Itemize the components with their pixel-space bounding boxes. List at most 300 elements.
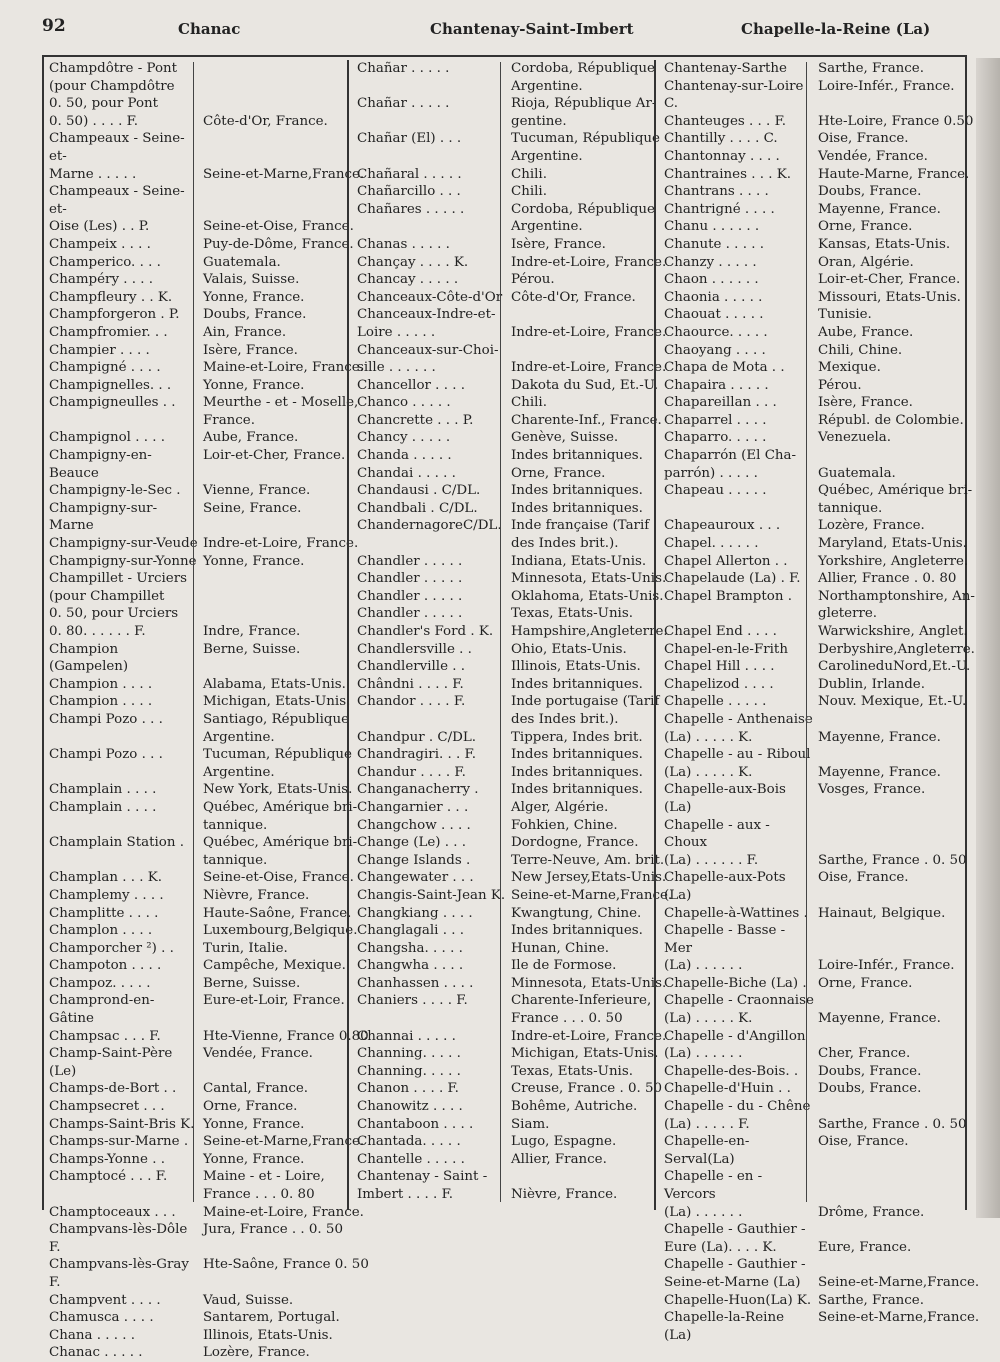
place-name: Champsecret . . . <box>49 1099 165 1115</box>
place-name: Chapeauroux . . . <box>664 518 781 534</box>
place-name <box>656 605 814 623</box>
gazetteer-entry <box>41 1221 343 1256</box>
location-description: Siam. <box>511 1116 550 1132</box>
location-description: tannique. <box>203 817 268 833</box>
place-name <box>41 412 199 430</box>
place-name: 0. 50, pour Urciers <box>49 606 179 622</box>
place-name: Champigneulles . . <box>49 395 176 411</box>
gazetteer-entry <box>656 781 952 816</box>
place-name: Changarnier . . . <box>357 799 469 815</box>
place-name <box>41 817 199 835</box>
location-description: Argentine. <box>203 729 275 745</box>
location-description: Aube, France. <box>818 324 914 340</box>
gazetteer-entry <box>41 1256 369 1291</box>
place-name: Channai . . . . . <box>357 1028 456 1044</box>
gazetteer-entry <box>656 1133 952 1168</box>
gazetteer-entry <box>349 641 645 659</box>
place-name: Champillet - Urciers <box>49 571 187 587</box>
location-description: Nièvre, France. <box>511 1187 618 1202</box>
gazetteer-entry <box>349 992 652 1010</box>
place-name: Chañar . . . . . <box>357 96 450 112</box>
location-description: Jura, France . . 0. 50 <box>203 1222 343 1238</box>
gazetteer-entry <box>349 342 645 360</box>
location-description: Hainaut, Belgique. <box>818 905 946 921</box>
location-description: Orne, France. <box>203 1099 298 1115</box>
gazetteer-entry <box>656 236 952 254</box>
gazetteer-entry <box>349 711 645 729</box>
place-name: Imbert . . . . F. <box>357 1187 454 1202</box>
gazetteer-entry <box>656 342 952 360</box>
gazetteer-entry <box>41 447 346 482</box>
location-description <box>507 1168 645 1186</box>
column-2 <box>347 60 673 1210</box>
gazetteer-entry <box>349 605 645 623</box>
place-name: Champs-de-Bort . . <box>49 1081 177 1097</box>
gazetteer-entry <box>349 60 655 78</box>
gazetteer-entry <box>41 236 354 254</box>
gazetteer-entry <box>656 324 952 342</box>
location-description: Tippera, Indes brit. <box>511 729 643 745</box>
place-name <box>349 113 507 131</box>
gazetteer-entry <box>656 570 957 588</box>
gazetteer-entry <box>41 183 337 218</box>
location-description: Seine-et-Marne,France. <box>818 1310 980 1326</box>
place-name: Chancellor . . . . <box>357 377 465 393</box>
location-description: Venezuela. <box>818 430 892 446</box>
place-name: Chana . . . . . <box>49 1327 136 1343</box>
column-3-divider <box>806 62 807 1202</box>
place-name: 0. 80. . . . . . F. <box>49 624 146 639</box>
gazetteer-entry <box>41 1028 369 1046</box>
place-name: Chantilly . . . . C. <box>664 131 778 147</box>
gazetteer-entry <box>41 130 337 165</box>
place-name: Chanceaux-sur-Choi- <box>357 342 499 358</box>
place-name <box>41 1186 199 1204</box>
place-name: Chancay . . . . . <box>357 272 459 288</box>
location-description: Loir-et-Cher, France. <box>203 448 346 464</box>
location-description: Oklahoma, Etats-Unis. <box>511 588 664 604</box>
running-header-left: Chanac <box>178 20 241 38</box>
gazetteer-entry <box>41 1133 365 1151</box>
location-description: Inde française (Tarif <box>511 518 650 534</box>
location-description <box>814 817 952 852</box>
place-name: Channing. . . . . <box>357 1063 461 1079</box>
location-description: Hte-Saône, France 0. 50 <box>203 1257 369 1273</box>
gazetteer-entry <box>349 676 645 694</box>
location-description: Drôme, France. <box>818 1204 925 1220</box>
location-description: Santarem, Portugal. <box>203 1310 340 1326</box>
gazetteer-entry <box>41 1292 337 1310</box>
place-name: (La) . . . . . . <box>664 1204 743 1220</box>
gazetteer-entry <box>349 254 667 272</box>
location-description: Derbyshire,Angleterre. <box>818 641 975 657</box>
place-name: Seine-et-Marne (La) <box>664 1274 801 1290</box>
place-name: 0. 50) . . . . F. <box>49 113 139 129</box>
gazetteer-entry <box>349 166 645 184</box>
gazetteer-entry <box>656 412 964 430</box>
gazetteer-entry <box>656 905 952 923</box>
place-name: Champi Pozo . . . <box>49 711 163 727</box>
gazetteer-entry <box>656 1080 952 1098</box>
location-description: Sarthe, France. <box>818 61 924 76</box>
place-name: Chapeau . . . . . <box>664 483 767 499</box>
place-name: Chaon . . . . . . <box>664 272 759 288</box>
gazetteer-entry <box>656 1204 952 1222</box>
gazetteer-entry <box>41 729 337 747</box>
place-name: Chandpur . C/DL. <box>357 729 477 745</box>
gazetteer-entry <box>41 905 352 923</box>
place-name: Chandler . . . . . <box>357 571 463 587</box>
place-name: Changanacherry . <box>357 782 479 798</box>
gazetteer-entry <box>349 729 645 747</box>
place-name: Chapelle - aux - Choux <box>664 817 770 851</box>
gazetteer-entry <box>656 764 952 782</box>
location-description: Aube, France. <box>203 430 299 446</box>
gazetteer-entry <box>41 781 353 799</box>
place-name: (La) . . . . . K. <box>664 764 753 780</box>
gazetteer-entry <box>41 676 346 694</box>
location-description: Pérou. <box>511 272 555 288</box>
place-name: Chapelle-la-Reine (La) <box>664 1310 784 1343</box>
gazetteer-entry <box>41 588 337 606</box>
location-description: Seine-et-Marne,France. <box>511 887 673 903</box>
gazetteer-entry <box>656 465 952 483</box>
gazetteer-entry <box>349 975 667 993</box>
location-description: Allier, France . 0. 80 <box>818 571 957 587</box>
location-description: Mayenne, France. <box>818 201 941 217</box>
gazetteer-entry <box>656 113 974 131</box>
location-description: Isère, France. <box>203 342 298 358</box>
location-description: New York, Etats-Unis. <box>203 782 353 798</box>
place-name: Chaparro. . . . . <box>664 430 767 446</box>
gazetteer-entry <box>41 852 337 870</box>
place-name: Chantenay-sur-Loire C. <box>664 78 804 112</box>
gazetteer-entry <box>41 1098 337 1116</box>
place-name: Change Islands . <box>357 852 471 868</box>
place-name: Chanzy . . . . . <box>664 254 757 270</box>
location-description: Oise, France. <box>818 870 909 886</box>
place-name: Chantraines . . . K. <box>664 166 792 182</box>
place-name: Chancy . . . . . <box>357 430 451 446</box>
place-name: Chañar (El) . . . <box>357 131 462 147</box>
gazetteer-entry <box>656 676 952 694</box>
location-description: Oise, France. <box>818 1134 909 1150</box>
place-name: Chapelle - Anthenaise <box>664 711 813 727</box>
place-name: Chapelle . . . . . <box>664 694 767 710</box>
location-description: Berne, Suisse. <box>203 641 301 657</box>
place-name: Chapelle - Gauthier - <box>664 1257 806 1273</box>
place-name: Chandlerville . . <box>357 659 466 675</box>
location-description: Lozère, France. <box>818 518 925 534</box>
gazetteer-entry <box>656 254 952 272</box>
place-name: Chançay . . . . K. <box>357 254 469 270</box>
place-name: Chanas . . . . . <box>357 236 450 252</box>
place-name: Chandai . . . . . <box>357 465 456 481</box>
location-description: Indre-et-Loire, France. <box>511 254 667 270</box>
place-name: Chañares . . . . . <box>357 201 465 217</box>
location-description: Indre-et-Loire, France. <box>511 324 667 340</box>
gazetteer-entry <box>41 289 337 307</box>
location-description: Argentine. <box>511 219 583 235</box>
gazetteer-entry <box>656 641 975 659</box>
place-name: Chaonia . . . . . <box>664 289 763 305</box>
location-description: gentine. <box>511 113 567 129</box>
location-description: Loir-et-Cher, France. <box>818 272 961 288</box>
location-description <box>507 306 645 324</box>
gazetteer-entry <box>656 1168 952 1203</box>
gazetteer-entry <box>349 289 645 307</box>
page-number: 92 <box>42 16 66 36</box>
place-name: Champlan . . . K. <box>49 870 163 886</box>
location-description: Mexique. <box>818 360 881 376</box>
location-description: Missouri, Etats-Unis. <box>818 289 961 305</box>
place-name: Chapelle-en-Serval(La) <box>664 1134 750 1167</box>
place-name: Chapel Allerton . . <box>664 553 788 569</box>
place-name <box>349 148 507 166</box>
location-description: Cordoba, République <box>511 201 655 217</box>
location-description: Berne, Suisse. <box>203 975 301 991</box>
place-name <box>41 729 199 747</box>
gazetteer-entry <box>41 359 364 377</box>
location-description <box>199 78 337 96</box>
place-name: Champoz. . . . . <box>49 975 151 991</box>
location-description: Argentine. <box>511 78 583 94</box>
location-description: Turin, Italie. <box>203 940 288 956</box>
location-description: Sarthe, France . 0. 50 <box>818 852 967 868</box>
gazetteer-entry <box>349 377 659 395</box>
place-name: parrón) . . . . . <box>664 465 758 481</box>
gazetteer-entry <box>41 799 358 817</box>
gazetteer-entry <box>656 1274 980 1292</box>
gazetteer-entry <box>349 130 660 148</box>
column-3 <box>654 60 980 1343</box>
location-description: Valais, Suisse. <box>203 272 300 288</box>
place-name: Chapel Brampton . <box>664 588 792 604</box>
location-description: Puy-de-Dôme, France. <box>203 236 354 252</box>
place-name: Champigny-en-Beauce <box>49 448 152 481</box>
place-name: Chandur . . . . F. <box>357 764 466 780</box>
location-description: New Jersey,Etats-Unis. <box>511 870 667 886</box>
gazetteer-entry <box>41 869 354 887</box>
gazetteer-entry <box>41 78 337 96</box>
place-name: Champfleury . . K. <box>49 289 173 305</box>
gazetteer-entry <box>656 975 952 993</box>
gazetteer-entry <box>41 693 351 711</box>
gazetteer-entry <box>349 1133 645 1151</box>
location-description: Orne, France. <box>511 465 606 481</box>
gazetteer-entry <box>656 711 952 729</box>
place-name: Changwha . . . . <box>357 958 464 974</box>
place-name: Chanon . . . . F. <box>357 1081 459 1097</box>
gazetteer-entry <box>41 711 350 729</box>
place-name: Chapareillan . . . <box>664 395 777 411</box>
location-description: Vosges, France. <box>818 782 926 798</box>
gazetteer-entry <box>656 394 952 412</box>
location-description <box>814 1098 952 1116</box>
place-name: Chandor . . . . F. <box>357 694 466 710</box>
gazetteer-entry <box>656 1010 952 1028</box>
gazetteer-entry <box>656 1045 952 1063</box>
location-description: Chili. <box>511 395 547 411</box>
location-description: Isère, France. <box>818 395 913 411</box>
gazetteer-entry <box>349 764 645 782</box>
place-name: Chañarcillo . . . <box>357 184 461 200</box>
place-name: (La) . . . . . . F. <box>664 852 759 868</box>
gazetteer-entry <box>349 834 645 852</box>
place-name: Chapelle - du - Chêne <box>664 1099 811 1115</box>
place-name: Champion (Gampelen) <box>49 641 129 675</box>
place-name: Changsha. . . . . <box>357 940 463 956</box>
gazetteer-entry <box>349 429 645 447</box>
location-description <box>814 1168 952 1203</box>
place-name: Oise (Les) . . P. <box>49 219 150 235</box>
location-description: Québec, Amérique bri- <box>203 835 358 851</box>
location-description: Michigan, Etats-Unis. <box>511 1046 659 1062</box>
column-1-divider <box>193 62 194 1202</box>
location-description: Luxembourg,Belgique. <box>203 923 358 939</box>
gazetteer-entry <box>349 1151 645 1169</box>
gazetteer-entry <box>349 1028 667 1046</box>
place-name: Channing. . . . . <box>357 1046 461 1062</box>
location-description: Michigan, Etats-Unis. <box>203 694 351 710</box>
location-description: Indre-et-Loire, France. <box>203 536 359 552</box>
place-name: (La) . . . . . K. <box>664 1011 753 1027</box>
place-name: Champs-Saint-Bris K. <box>49 1116 195 1132</box>
gazetteer-entry <box>349 113 645 131</box>
location-description: Pérou. <box>818 377 862 393</box>
place-name: Chapelle-Huon(La) K. <box>664 1292 812 1308</box>
place-name: Champdôtre - Pont <box>49 61 178 76</box>
place-name: Chanac . . . . . <box>49 1345 143 1361</box>
gazetteer-entry <box>349 852 665 870</box>
location-description: Vienne, France. <box>203 483 311 499</box>
location-description: Chili. <box>511 166 547 182</box>
place-name: Chândni . . . . F. <box>357 676 464 692</box>
place-name: (La) . . . . . F. <box>664 1116 750 1132</box>
place-name: Chapelaude (La) . F. <box>664 571 801 587</box>
gazetteer-entry <box>656 130 952 148</box>
location-description: Genève, Suisse. <box>511 430 619 446</box>
gazetteer-entry <box>656 148 952 166</box>
gazetteer-entry <box>349 940 645 958</box>
location-description: Inde portugaise (Tarif <box>511 694 660 710</box>
gazetteer-entry <box>349 482 645 500</box>
gazetteer-entry <box>656 588 975 606</box>
location-description: Eure, France. <box>818 1239 912 1255</box>
place-name: Chantenay - Saint - <box>357 1169 488 1185</box>
gazetteer-entry <box>349 201 655 219</box>
gazetteer-entry <box>349 1063 645 1081</box>
place-name: Champlemy . . . . <box>49 887 164 903</box>
location-description: Haute-Saône, France. <box>203 905 352 921</box>
location-description: des Indes brit.). <box>511 536 619 552</box>
place-name <box>41 852 199 870</box>
location-description <box>814 746 952 764</box>
location-description: Guatemala. <box>818 465 896 481</box>
location-description: Nouv. Mexique, Et.-U. <box>818 694 967 710</box>
place-name: (La) . . . . . . <box>664 958 743 974</box>
gazetteer-entry <box>41 218 354 236</box>
gazetteer-entry <box>656 992 952 1010</box>
gazetteer-entry <box>349 570 667 588</box>
gazetteer-entry <box>349 1010 645 1028</box>
place-name <box>349 535 507 553</box>
location-description: Tucuman, République <box>511 131 660 147</box>
place-name: Champs-Yonne . . <box>49 1151 165 1167</box>
place-name: Chantrigné . . . . <box>664 201 775 217</box>
place-name: Chapel-en-le-Frith <box>664 641 788 657</box>
gazetteer-entry <box>41 377 337 395</box>
location-description: Cordoba, République <box>511 61 655 76</box>
location-description: Seine-et-Marne,France. <box>203 1134 365 1150</box>
gazetteer-entry <box>41 570 337 588</box>
gazetteer-entry <box>349 1186 645 1204</box>
gazetteer-entry <box>656 869 952 904</box>
gazetteer-entry <box>349 1045 659 1063</box>
place-name: Champignelles. . . <box>49 377 172 393</box>
location-description: Indes britanniques. <box>511 483 643 499</box>
location-description: Guatemala. <box>203 254 281 270</box>
location-description: Mayenne, France. <box>818 764 941 780</box>
gazetteer-entry <box>349 324 667 342</box>
location-description: Mayenne, France. <box>818 729 941 745</box>
gazetteer-entry <box>41 1309 340 1327</box>
location-description: France . . . 0. 50 <box>511 1011 623 1027</box>
location-description <box>814 711 952 729</box>
location-description <box>814 1256 952 1274</box>
place-name: Champigny-sur-Veude <box>49 536 198 552</box>
place-name: Champion . . . . <box>49 694 153 710</box>
gazetteer-entry <box>656 271 961 289</box>
location-description: Warwickshire, Anglet. <box>818 624 968 639</box>
gazetteer-entry <box>349 465 645 483</box>
location-description: Yonne, France. <box>203 553 305 569</box>
gazetteer-entry <box>656 623 968 641</box>
gazetteer-entry <box>349 746 645 764</box>
location-description: Sarthe, France. <box>818 1292 924 1308</box>
location-description: tannique. <box>203 852 268 868</box>
location-description: Charente-Inferieure, <box>511 993 652 1009</box>
location-description: Meurthe - et - Moselle, <box>203 395 359 411</box>
location-description <box>199 95 337 113</box>
gazetteer-entry <box>349 1168 645 1186</box>
location-description: Loire-Infér., France. <box>818 958 955 974</box>
gazetteer-entry <box>349 623 668 641</box>
place-name: (La) . . . . . . <box>664 1046 743 1062</box>
page-edge-shadow <box>976 58 1000 1218</box>
location-description: Fohkien, Chine. <box>511 817 618 833</box>
location-description: Yonne, France. <box>203 1151 305 1167</box>
gazetteer-entry <box>656 78 955 113</box>
place-name: Chanowitz . . . . <box>357 1099 463 1115</box>
location-description <box>199 570 337 588</box>
gazetteer-entry <box>41 992 345 1027</box>
place-name: ChandernagoreC/DL. <box>357 518 502 534</box>
place-name <box>656 500 814 518</box>
place-name <box>349 711 507 729</box>
place-name: sille . . . . . . <box>357 360 436 376</box>
location-description <box>814 1221 952 1239</box>
gazetteer-entry <box>41 834 358 852</box>
gazetteer-entry <box>349 271 645 289</box>
gazetteer-entry <box>656 482 973 500</box>
location-description <box>814 447 952 465</box>
location-description: Hampshire,Angleterre. <box>511 624 668 639</box>
location-description: Illinois, Etats-Unis. <box>203 1327 333 1343</box>
location-description: Chili. <box>511 184 547 200</box>
location-description: Tunisie. <box>818 307 872 323</box>
gazetteer-entry <box>349 887 673 905</box>
